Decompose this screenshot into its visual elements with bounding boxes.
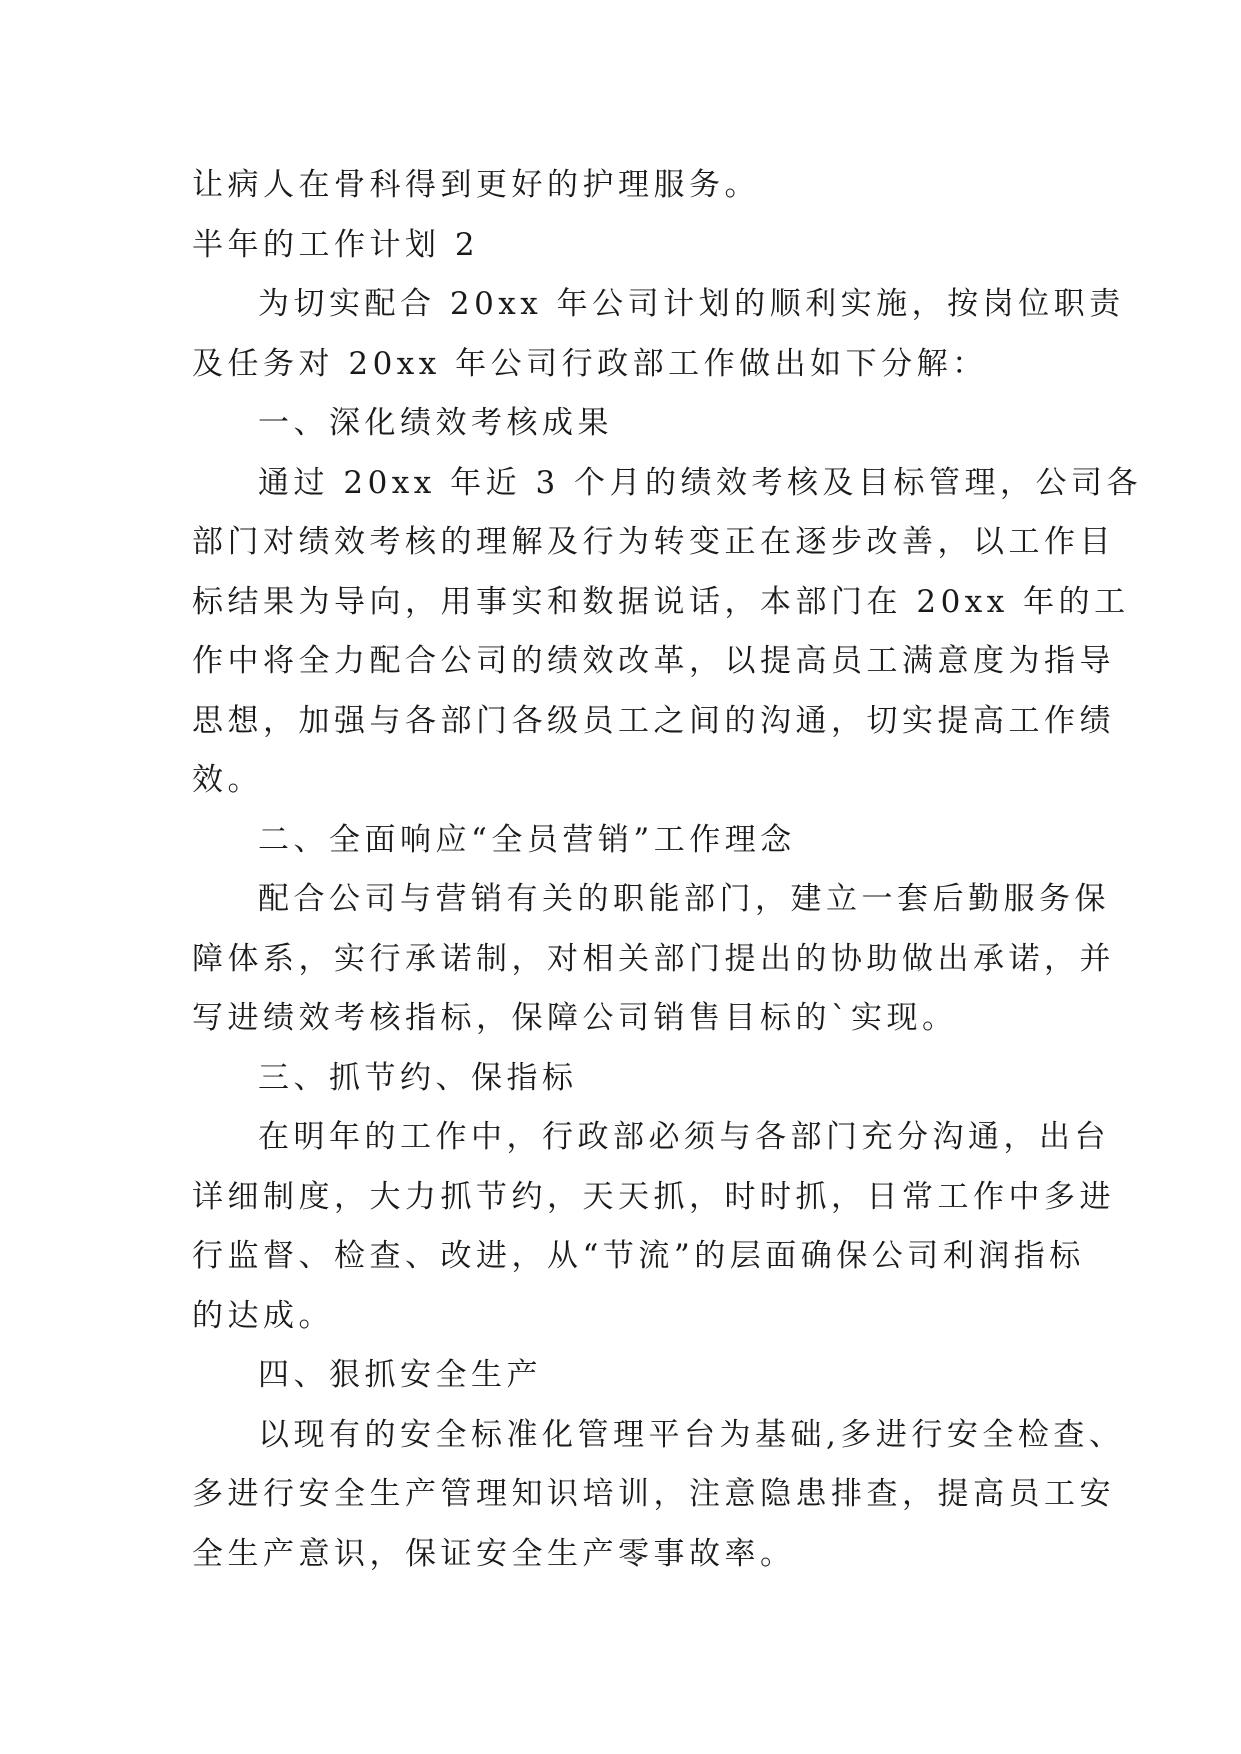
heading-3: 三、抓节约、保指标 [258,1059,578,1096]
heading-1: 一、深化绩效考核成果 [258,405,613,441]
paragraph-line: 在明年的工作中，行政部必须与各部门充分沟通，出台 [258,1119,1110,1155]
paragraph-line: 作中将全力配合公司的绩效改革，以提高员工满意度为指导 [192,643,1115,679]
paragraph-line: 部门对绩效考核的理解及行为转变正在逐步改善，以工作目 [192,524,1115,560]
paragraph-line: 为切实配合 20xx 年公司计划的顺利实施，按岗位职责 [258,286,1125,322]
section-title: 半年的工作计划 2 [192,226,480,263]
heading-2: 二、全面响应“全员营销”工作理念 [258,821,796,858]
heading-4: 四、狠抓安全生产 [258,1357,542,1393]
paragraph-line: 标结果为导向，用事实和数据说话，本部门在 20xx 年的工 [192,583,1130,620]
paragraph-line: 以现有的安全标准化管理平台为基础,多进行安全检查、 [258,1416,1125,1453]
paragraph-line: 让病人在骨科得到更好的护理服务。 [192,167,760,203]
paragraph-line: 及任务对 20xx 年公司行政部工作做出如下分解： [192,345,988,382]
paragraph-line: 思想，加强与各部门各级员工之间的沟通，切实提高工作绩 [192,702,1115,739]
paragraph-line: 障体系，实行承诺制，对相关部门提出的协助做出承诺，并 [192,940,1115,977]
paragraph-line: 配合公司与营销有关的职能部门，建立一套后勤服务保 [258,881,1110,917]
paragraph-line: 的达成。 [192,1297,334,1334]
paragraph-line: 写进绩效考核指标，保障公司销售目标的`实现。 [192,1000,958,1036]
paragraph-line: 全生产意识，保证安全生产零事故率。 [192,1535,796,1572]
document-body [192,156,1143,1584]
paragraph-line: 效。 [192,762,263,798]
paragraph-line: 多进行安全生产管理知识培训，注意隐患排查，提高员工安 [192,1476,1115,1512]
paragraph-line: 详细制度，大力抓节约，天天抓，时时抓，日常工作中多进 [192,1178,1115,1215]
paragraph-line: 通过 20xx 年近 3 个月的绩效考核及目标管理，公司各 [258,464,1143,501]
paragraph-line: 行监督、检查、改进，从“节流”的层面确保公司利润指标 [192,1238,1085,1274]
